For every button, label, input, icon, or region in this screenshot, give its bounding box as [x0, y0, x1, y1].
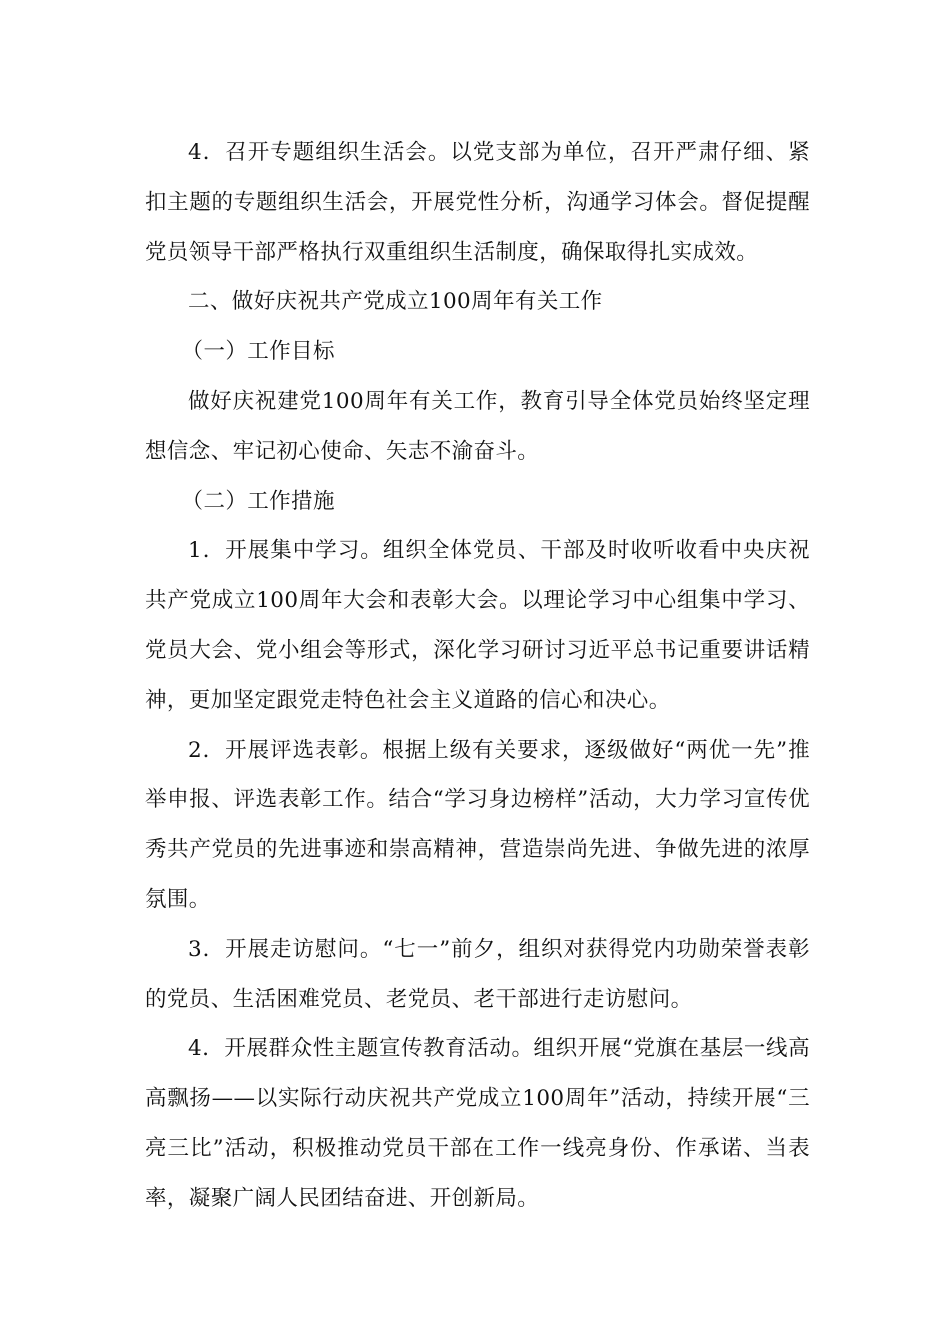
paragraph-work-goal: 做好庆祝建党100周年有关工作，教育引导全体党员始终坚定理想信念、牢记初心使命、矢志不渝奋斗。	[145, 388, 810, 464]
paragraph-selection-commendation: 2．开展评选表彰。根据上级有关要求，逐级做好“两优一先”推举申报、评选表彰工作。结合“学习身边榜样”活动，大力学习宣传优秀共产党员的先进事迹和崇高精神，营造崇尚先进、争做先进的浓厚氛围。	[145, 737, 810, 912]
document-body	[145, 128, 810, 1224]
paragraph-visits: 3．开展走访慰问。“七一”前夕，组织对获得党内功勋荣誉表彰的党员、生活困难党员、老党员、老干部进行走访慰问。	[145, 936, 810, 1012]
subheading-work-measures: （二）工作措施	[181, 488, 335, 514]
paragraph-organize-life-meeting: 4．召开专题组织生活会。以党支部为单位，召开严肃仔细、紧扣主题的专题组织生活会，开展党性分析，沟通学习体会。督促提醒党员领导干部严格执行双重组织生活制度，确保取得扎实成效。	[145, 140, 810, 265]
paragraph-mass-education: 4．开展群众性主题宣传教育活动。组织开展“党旗在基层一线高高飘扬——以实际行动庆祝共产党成立100周年”活动，持续开展“三亮三比”活动，积极推动党员干部在工作一线亮身份、作承诺、当表率，凝聚广阔人民团结奋进、开创新局。	[145, 1036, 810, 1211]
paragraph-centralized-study: 1．开展集中学习。组织全体党员、干部及时收听收看中央庆祝共产党成立100周年大会和表彰大会。以理论学习中心组集中学习、党员大会、党小组会等形式，深化学习研讨习近平总书记重要讲话精神，更加坚定跟党走特色社会主义道路的信心和决心。	[145, 538, 810, 713]
section-heading-celebration: 二、做好庆祝共产党成立100周年有关工作	[188, 289, 603, 315]
subheading-work-goal: （一）工作目标	[181, 339, 335, 365]
